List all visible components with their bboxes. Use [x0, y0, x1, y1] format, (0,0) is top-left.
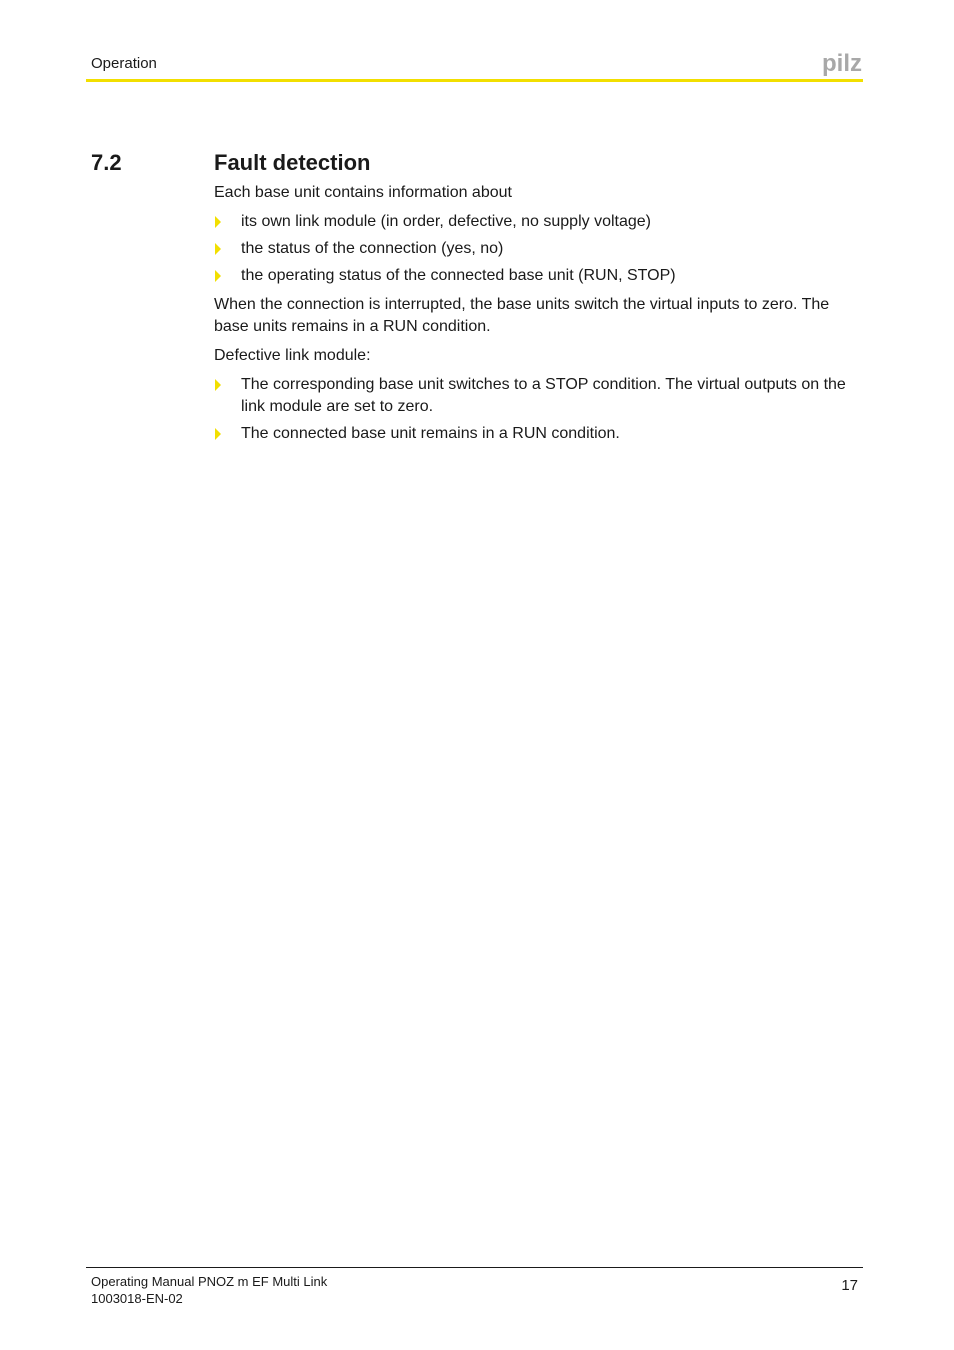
section-number: 7.2: [91, 150, 122, 175]
bullet-arrow-icon: [215, 270, 221, 282]
bullet-arrow-icon: [215, 243, 221, 255]
list-item: [214, 374, 854, 418]
defective-list: [214, 374, 854, 445]
list-item: [214, 423, 854, 445]
footer-doc-number: 1003018-EN-02: [91, 1291, 183, 1306]
bullet-arrow-icon: [215, 428, 221, 440]
bullet-arrow-icon: [215, 216, 221, 228]
list-item: [214, 211, 854, 233]
header-section-title: Operation: [91, 55, 157, 72]
list-item: [214, 265, 854, 287]
bullet-arrow-icon: [215, 379, 221, 391]
list-item-text: The corresponding base unit switches to a STOP condition. The virtual outputs on the link module are set to zero.: [241, 376, 846, 415]
list-item: [214, 238, 854, 260]
footer-info: [91, 1273, 327, 1307]
defective-heading: Defective link module:: [214, 347, 371, 364]
list-item-text: the status of the connection (yes, no): [241, 240, 504, 257]
list-item-text: the operating status of the connected base unit (RUN, STOP): [241, 267, 676, 284]
footer-manual-title: Operating Manual PNOZ m EF Multi Link: [91, 1274, 328, 1289]
interruption-paragraph: When the connection is interrupted, the base units switch the virtual inputs to zero. The base units remains in a RUN condition.: [214, 296, 830, 335]
svg-text:pilz: pilz: [822, 50, 862, 77]
section-title: Fault detection: [214, 150, 371, 175]
intro-paragraph: Each base unit contains information about: [214, 184, 512, 201]
footer-rule: [86, 1267, 863, 1268]
section-body: [214, 182, 854, 452]
page-number: 17: [841, 1277, 858, 1294]
list-item-text: its own link module (in order, defective, no supply voltage): [241, 213, 651, 230]
info-list: [214, 211, 854, 287]
pilz-logo: [821, 50, 863, 77]
page-header: [86, 50, 863, 82]
header-rule: [86, 79, 863, 82]
list-item-text: The connected base unit remains in a RUN condition.: [241, 425, 620, 442]
